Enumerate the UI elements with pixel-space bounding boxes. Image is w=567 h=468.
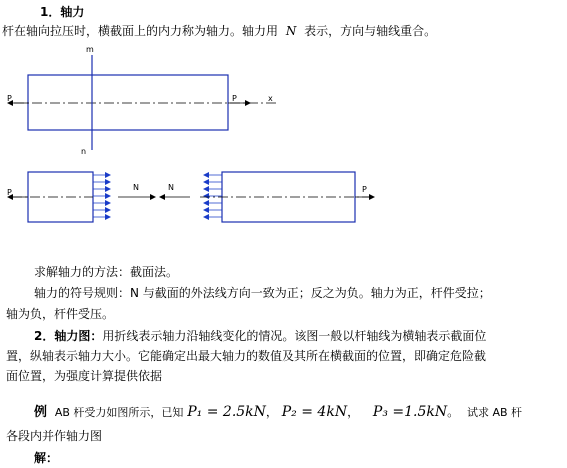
example-line2: 各段内并作轴力图 [6,429,103,443]
figure2 [7,172,374,222]
label-m: m [86,45,94,54]
given-p2: P₂ = 4kN [281,404,348,420]
fig2-label-n-right: N [168,183,174,192]
fig2-label-p-left: P [7,188,12,197]
example-label: 例 [34,405,48,420]
section2-heading: 2．轴力图： [34,329,103,343]
section1-heading: 1．轴力 [40,5,85,19]
given-p1: P₁ = 2.5kN [187,404,266,420]
label-p-left: P [7,94,12,103]
label-n: n [81,147,87,156]
section2-line2: 置，纵轴表示轴力大小。它能确定出最大轴力的数值及其所在横截面的位置，即确定危险截 [6,349,487,363]
section2-line3: 面位置，为强度计算提供依据 [6,369,163,383]
section1-text-b: 表示，方向与轴线重合。 [304,24,437,38]
sep2: ， [347,405,360,419]
method-line2: 轴力的符号规则：N 与截面的外法线方向一致为正；反之为负。轴力为正，杆件受拉； [34,286,491,300]
example-line1 [34,404,522,421]
section2-line1-text: 用折线表示轴力沿轴线变化的情况。该图一般以杆轴线为横轴表示截面位 [102,329,487,343]
figure1 [7,45,278,156]
example-text-b: 试求 AB 杆 [466,406,523,419]
solution-label: 解： [34,451,59,465]
method-line3: 轴为负，杆件受压。 [6,307,115,321]
section1-text-a: 杆在轴向拉压时，横截面上的内力称为轴力。轴力用 [2,24,279,38]
end-dot: 。 [447,405,460,419]
symbol-n: N [285,24,297,38]
fig2-label-n-left: N [133,183,139,192]
fig2-label-p-right: P [362,185,367,194]
label-p-right: P [232,94,237,103]
label-x: x [268,94,273,103]
right-distributed-force [204,175,222,217]
bar-rect [28,75,228,130]
section2-line1 [34,328,486,344]
method-line1: 求解轴力的方法：截面法。 [34,265,179,279]
sep1: ， [265,405,278,419]
left-distributed-force [93,175,110,217]
given-p3: P₃ =1.5kN [372,404,448,420]
example-text-a: AB 杆受力如图所示，已知 [54,406,184,419]
